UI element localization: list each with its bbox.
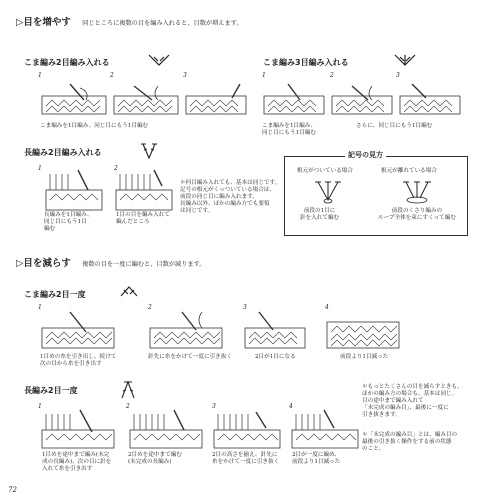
legend-separate-base-icon — [402, 178, 432, 204]
sc2tog-step-4-num: 4 — [325, 304, 329, 311]
sc3-caption-1: こま編みを1目編み、 同じ目にもう1目編む — [262, 123, 317, 136]
dc2-step-2-illustration — [114, 168, 174, 212]
legend-right-head: 根元が離れている場合 — [381, 168, 437, 174]
sc2tog-step-1-illustration — [40, 310, 116, 350]
sc2tog-step-2-illustration — [148, 310, 224, 350]
dc2tog-caption-1: 1目めを途中まで編み(未完 成の長編み)、次の目に針を 入れて糸を引き出す — [42, 452, 112, 472]
sc2tog-step-3-illustration — [243, 310, 307, 350]
sc2tog-step-2-num: 2 — [148, 304, 152, 311]
sc3-step-3-illustration — [398, 82, 462, 116]
dc2tog-caption-4: 2目が一度に編め、 前段より1目減った — [292, 452, 341, 465]
increase-heading-text: 目を増やす — [23, 17, 71, 28]
sc3-title: こま編み3目編み入れる — [263, 58, 349, 67]
dc2tog-caption-2: 2目めを途中まで編む (未完成の長編み) — [128, 452, 182, 465]
dc2tog-step-3-illustration — [212, 408, 282, 450]
legend-left-head: 根元がついている場合 — [297, 168, 353, 174]
sc2tog-caption-4: 前段より1目減った — [340, 354, 389, 360]
sc2-step-1-illustration — [40, 82, 108, 116]
sc2tog-caption-3: 2目が1目になる — [255, 354, 296, 360]
dc2-step-1-illustration — [44, 168, 104, 212]
sc2tog-step-1-num: 1 — [38, 304, 42, 311]
sc3-step-1-num: 1 — [262, 72, 266, 79]
dc2tog-step-3-num: 3 — [212, 403, 216, 410]
sc2-increase-symbol-icon — [146, 52, 172, 68]
dc2tog-note-2: ＊「未完成の編み目」とは、編み目の 最後の引き抜く操作をする前の状態 のこと。 — [362, 432, 458, 452]
dc2tog-symbol-icon — [118, 378, 138, 400]
sc2-step-1-num: 1 — [38, 72, 42, 79]
sc3-step-2-num: 2 — [330, 72, 334, 79]
sc2tog-title: こま編み2目一度 — [24, 290, 86, 299]
sc3-step-3-num: 3 — [396, 72, 400, 79]
sc2tog-step-3-num: 3 — [243, 304, 247, 311]
sc2tog-symbol-icon — [118, 284, 140, 298]
legend-joined-base-icon — [314, 178, 342, 204]
dc2tog-step-4-num: 4 — [289, 403, 293, 410]
dc2-caption-1: 長編みを1目編み、 同じ目にもう1目 編む — [44, 212, 93, 232]
sc2-step-3-num: 3 — [183, 72, 187, 79]
dc2tog-step-2-illustration — [128, 408, 204, 450]
dc2-step-1-num: 1 — [38, 165, 42, 172]
dc2tog-note-1: ＊もっとたくさんの目を減らすときも、 ほかの編み方の場合も、基本は同じ。 目の途中まで編み入れて 「未完成の編み目」、最後に一度に 引き抜きます。 — [362, 384, 463, 418]
page-number: 72 — [8, 486, 17, 494]
dc2tog-step-4-illustration — [290, 408, 360, 450]
dc2tog-step-1-illustration — [40, 408, 116, 450]
decrease-arrow-icon: ▷ — [16, 258, 24, 269]
dc2tog-title: 長編み2目一度 — [24, 386, 78, 395]
decrease-heading — [16, 255, 205, 269]
sc2tog-step-4-illustration — [325, 310, 401, 350]
dc2-note: ＊何目編み入れても、基本は同じです。 記号の根元がくっついている場合は、 前段の同じ目に編み入れます。 長編み以外、ほかの編み方でも要領 は同じです。 — [180, 180, 281, 214]
sc2-step-2-num: 2 — [110, 72, 114, 79]
legend-left-desc: 前段の1目に 針を入れて編む — [300, 208, 340, 221]
sc3-increase-symbol-icon — [392, 52, 418, 68]
sc2-caption: こま編みを1目編み、同じ目にもう1目編む — [40, 123, 149, 129]
dc2-step-2-num: 2 — [114, 165, 118, 172]
legend-right-desc: 前段のくさり編みの ループ全体を束にすくって編む — [378, 208, 456, 221]
decrease-heading-text: 目を減らす — [23, 258, 71, 269]
dc2tog-step-2-num: 2 — [126, 403, 130, 410]
increase-arrow-icon: ▷ — [16, 17, 24, 28]
sc2tog-caption-1: 1目めの糸を引き出し、続けて 次の目から糸を引き出す — [40, 354, 117, 367]
sc2-title: こま編み2目編み入れる — [24, 58, 110, 67]
increase-note: 同じところに複数の目を編み入れると、目数が増えます。 — [82, 20, 243, 27]
dc2-title: 長編み2目編み入れる — [24, 148, 102, 157]
decrease-note: 複数の目を一度に編むと、目数が減ります。 — [82, 261, 206, 268]
dc2-increase-symbol-icon — [140, 140, 158, 162]
dc2-caption-2: 1目の目を編み入れて 編んだところ — [116, 212, 170, 225]
sc3-caption-2: さらに、同じ目にもう1目編む — [356, 123, 433, 129]
dc2tog-step-1-num: 1 — [38, 403, 42, 410]
sc3-step-2-illustration — [330, 82, 394, 116]
sc2tog-caption-2: 針先に糸をかけて一度に引き抜く — [148, 354, 232, 360]
sc2-step-3-illustration — [184, 82, 248, 116]
dc2tog-caption-3: 2目の高さを揃え、針先に 糸をかけて一度に引き抜く — [212, 452, 280, 465]
increase-heading — [16, 14, 243, 28]
sc3-step-1-illustration — [262, 82, 326, 116]
sc2-step-2-illustration — [112, 82, 180, 116]
legend-title: 記号の見方 — [345, 150, 386, 160]
